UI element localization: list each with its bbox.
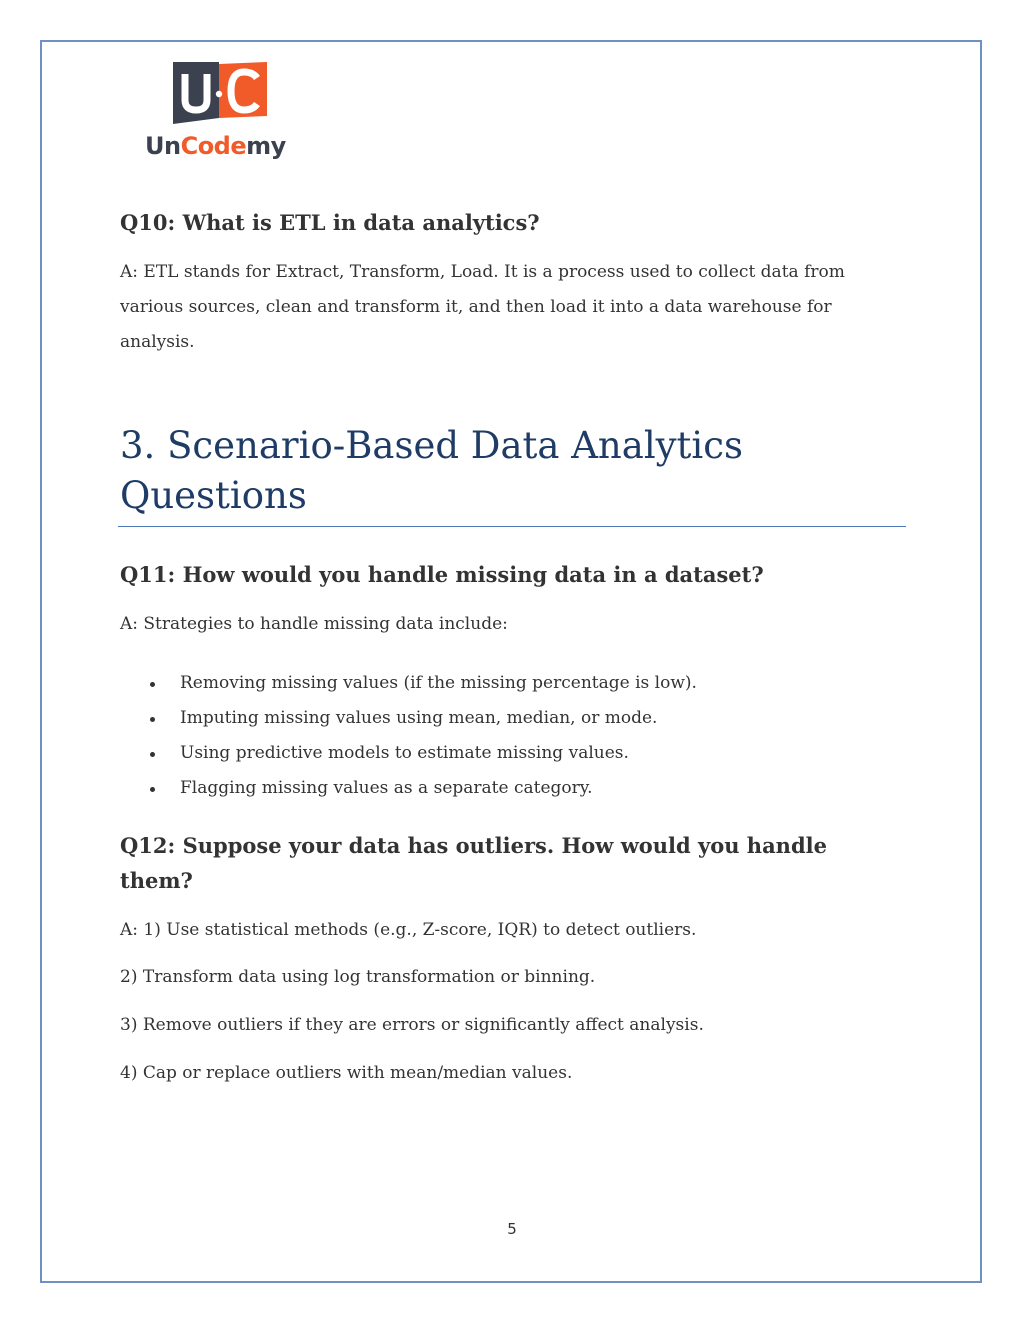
uncodemy-wordmark: UnCodemy [145, 132, 286, 160]
list-item [120, 666, 697, 701]
q11-heading: Q11: How would you handle missing data in a dataset? [120, 562, 764, 587]
list-item-text: Using predictive models to estimate missing values. [180, 743, 629, 763]
q10-heading: Q10: What is ETL in data analytics? [120, 210, 540, 235]
q12-answer-2: 2) Transform data using log transformation or binning. [120, 967, 596, 987]
list-item [120, 736, 697, 771]
section-title: 3. Scenario-Based Data Analytics Questions [120, 424, 743, 517]
q11-strategy-list [120, 666, 697, 806]
q12-answer-1: A: 1) Use statistical methods (e.g., Z-score, IQR) to detect outliers. [120, 920, 697, 940]
bullet-icon [150, 752, 155, 757]
list-item-text: Imputing missing values using mean, median, or mode. [180, 708, 658, 728]
page-number: 5 [507, 1220, 517, 1238]
section-divider [118, 526, 906, 527]
list-item [120, 771, 697, 806]
q11-intro: A: Strategies to handle missing data include: [120, 614, 508, 634]
list-item-text: Flagging missing values as a separate category. [180, 778, 593, 798]
q12-answer-3: 3) Remove outliers if they are errors or significantly affect analysis. [120, 1015, 704, 1035]
uc-monogram-icon [145, 60, 270, 128]
q10-answer: A: ETL stands for Extract, Transform, Load. It is a process used to collect data from various sources, clean and transform it, and then load it into a data warehouse for analysis. [120, 262, 845, 352]
list-item-text: Removing missing values (if the missing percentage is low). [180, 673, 697, 693]
uncodemy-logo [145, 60, 305, 160]
q12-heading: Q12: Suppose your data has outliers. How would you handle them? [120, 833, 827, 893]
bullet-icon [150, 682, 155, 687]
list-item [120, 701, 697, 736]
bullet-icon [150, 787, 155, 792]
bullet-icon [150, 717, 155, 722]
q12-answer-4: 4) Cap or replace outliers with mean/median values. [120, 1063, 573, 1083]
